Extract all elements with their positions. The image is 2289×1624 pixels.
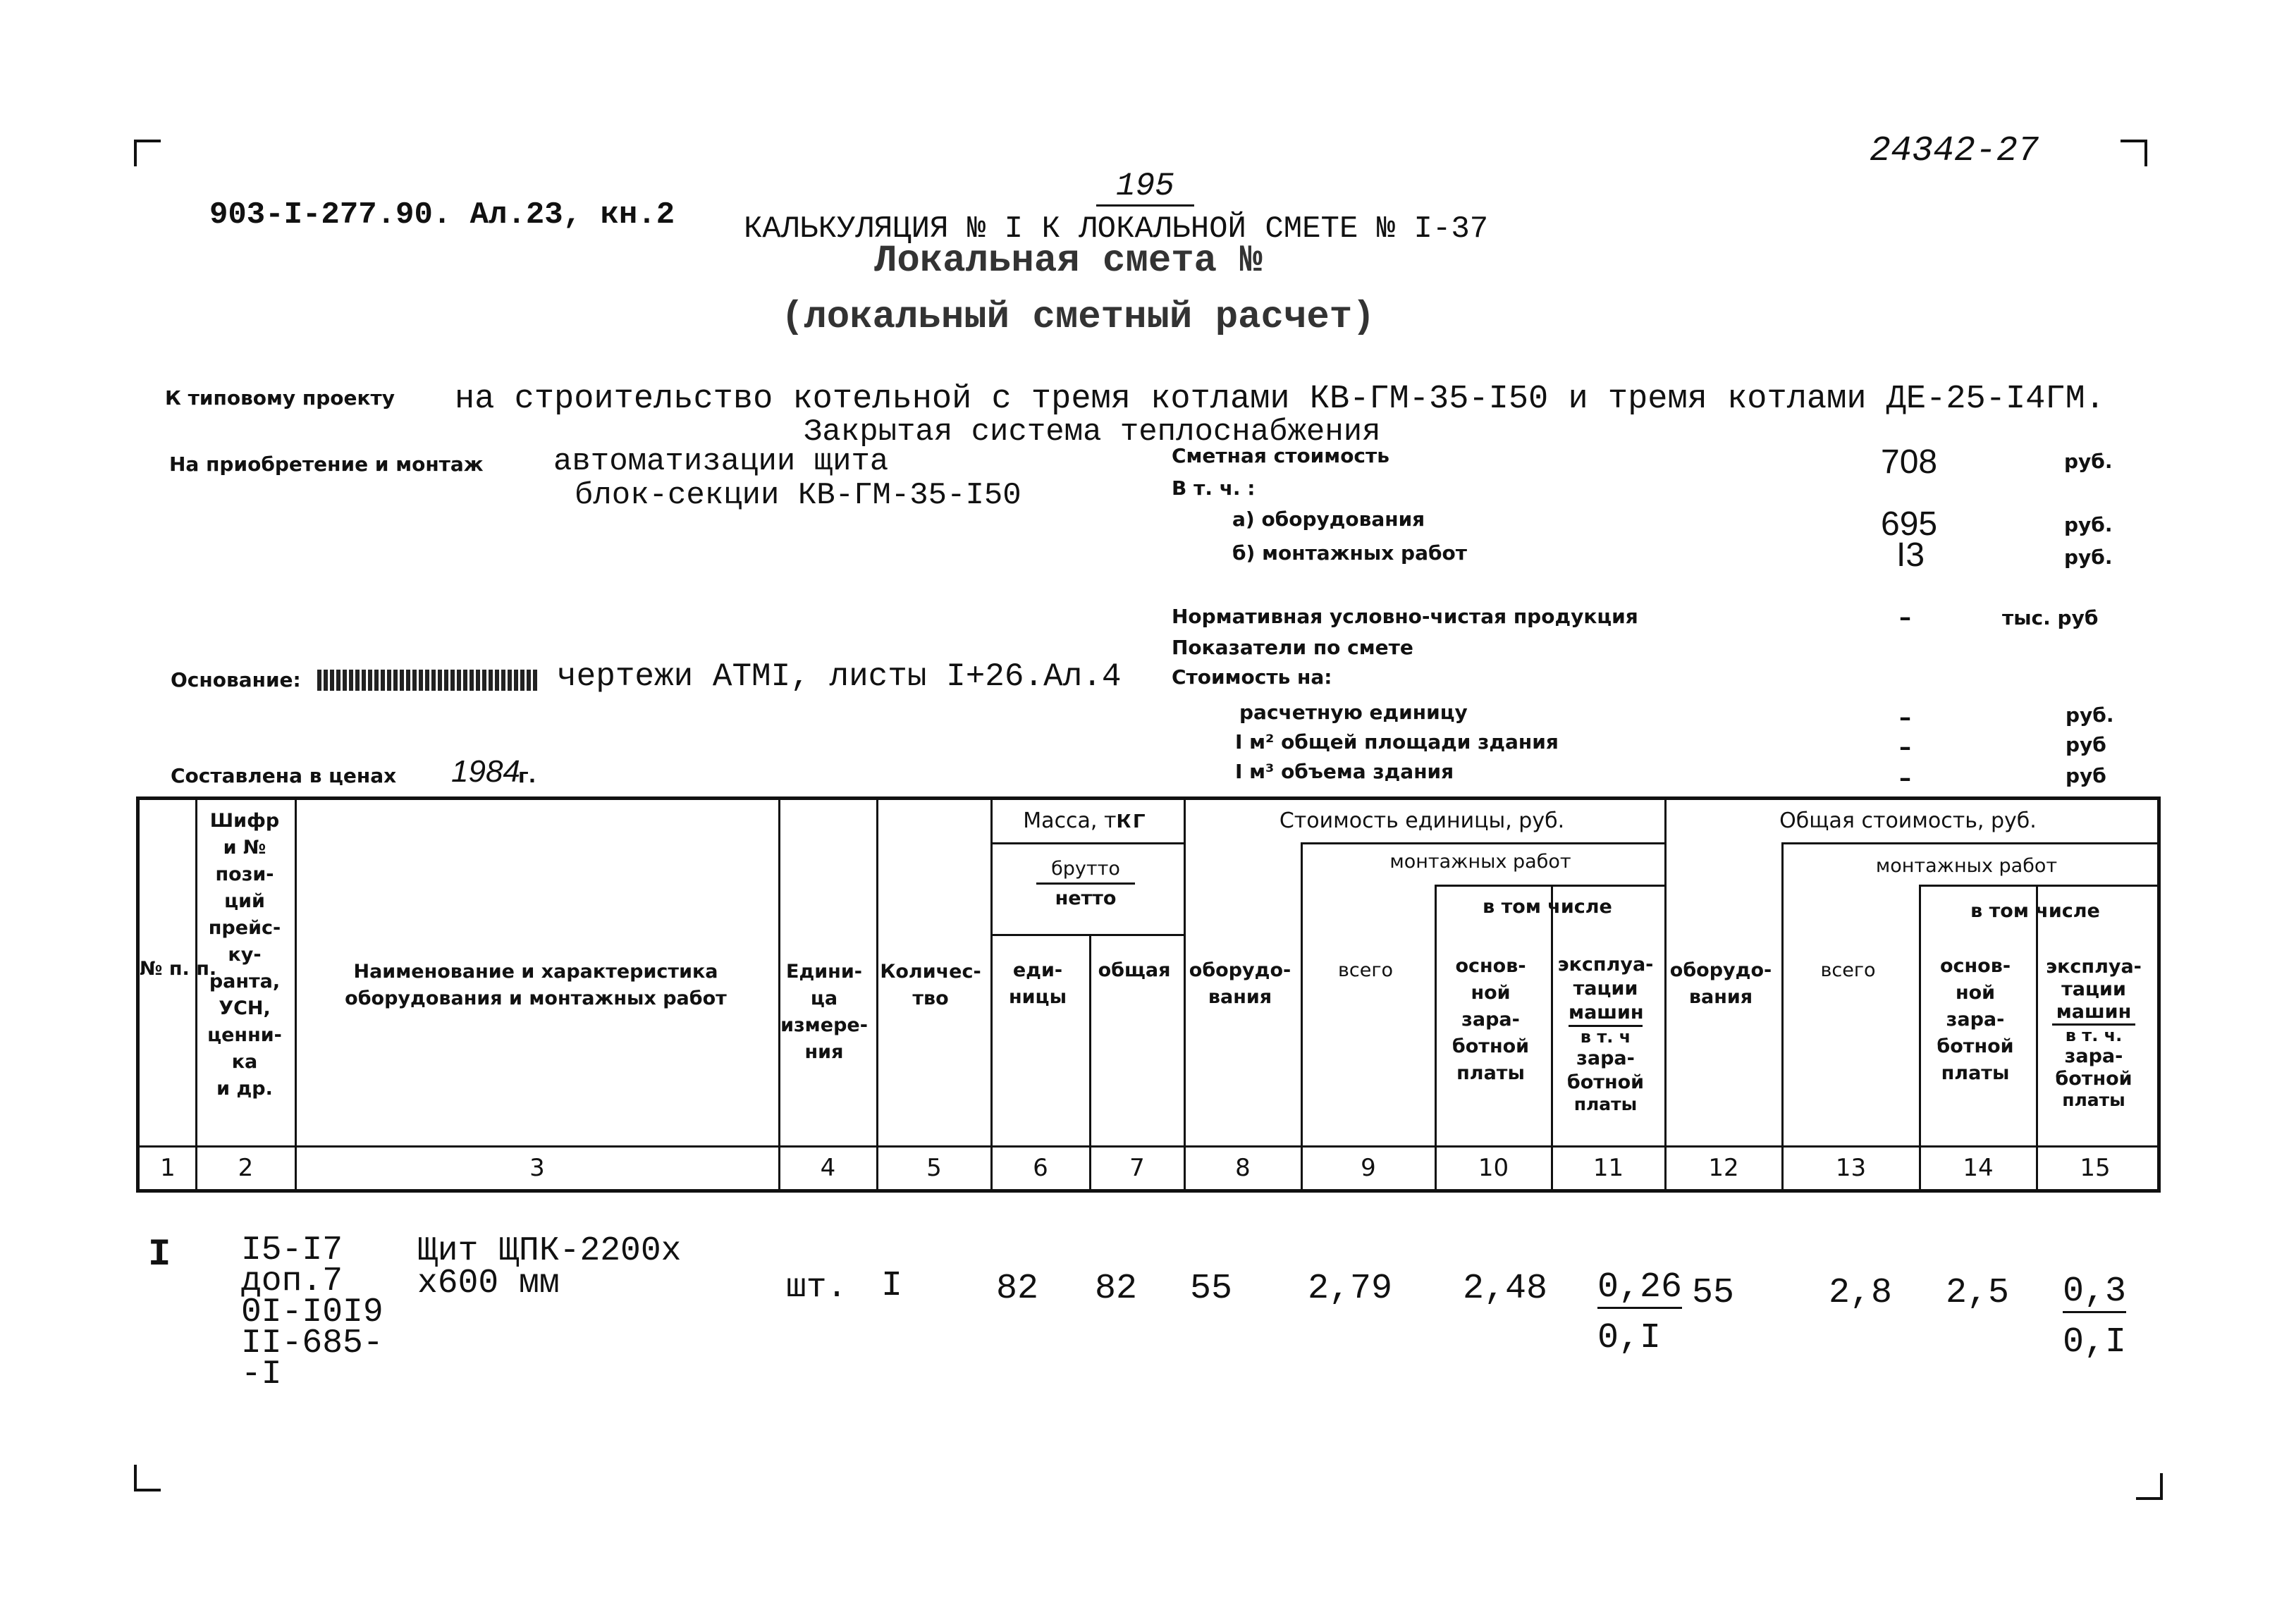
header-col2: Шифр и № пози- ций прейс- ку- ранта, УСН, ценни- ка и др. [207,810,282,1100]
per-volume-unit: руб [2066,764,2106,787]
normative-unit: тыс. руб [2002,606,2099,629]
equipment-unit: руб. [2064,513,2113,536]
header-col10: основ- ной зара- ботной платы [1452,955,1530,1084]
colnum-1: 1 [160,1154,176,1182]
header-col14: основ- ной зара- ботной платы [1937,955,2014,1084]
corner-mark-bottom-left [134,1465,161,1491]
normative-value: – [1899,603,1911,632]
header-col3: Наименование и характеристика оборудования и монтажных работ [345,961,727,1009]
header-col1: № п. п. [140,958,217,980]
purchase-value-line2: блок-секции КВ-ГМ-35-I50 [575,478,1021,513]
header-col11: эксплуа- тации машин в т. ч зара- ботной платы [1557,954,1654,1114]
equipment-label: а) оборудования [1232,508,1425,531]
header-unit-cost: Стоимость единицы, руб. [1279,808,1565,833]
row-code: I5-I7 доп.7 0I-I0I9 II-685- -I [241,1231,383,1394]
colnum-10: 10 [1478,1154,1509,1182]
cost-for-label: Стоимость на: [1172,665,1332,689]
to-project-value: на строительство котельной с тремя котлами КВ-ГМ-35-I50 и тремя котлами ДЕ-25-I4ГМ. [455,381,2105,418]
purchase-value-line1: автоматизации щита [553,444,889,479]
colnum-15: 15 [2080,1154,2111,1182]
header-col4: Едини- ца измере- ния [780,961,868,1063]
colnum-3: 3 [529,1154,545,1182]
equipment-value: 695 [1881,505,1938,543]
estimate-cost-value: 708 [1881,443,1938,481]
colnum-6: 6 [1033,1154,1048,1182]
to-project-value-line2: Закрытая система теплоснабжения [804,414,1381,450]
colnum-9: 9 [1361,1154,1376,1182]
colnum-14: 14 [1963,1154,1994,1182]
header-unit-install: монтажных работ [1389,851,1571,873]
compiled-label: Составлена в ценах [171,764,397,787]
basis-value: чертежи АТМI, листы I+26.Ал.4 [557,658,1122,695]
compiled-suffix: г. [518,764,536,787]
row-unit: шт. [786,1269,847,1307]
corner-mark-top-right [2121,140,2147,166]
header-col7: общая [1098,959,1171,981]
normative-label: Нормативная условно-чистая продукция [1172,605,1638,628]
row-machines-total: 0,3 [2063,1272,2127,1312]
header-total-cost: Общая стоимость, руб. [1779,808,2037,833]
colnum-8: 8 [1235,1154,1251,1182]
row-install-total-unit: 2,79 [1308,1269,1393,1309]
basis-struck-text [317,670,537,691]
row-number: I [148,1234,171,1277]
per-volume-label: I м³ объема здания [1235,760,1454,783]
estimate-cost-label: Сметная стоимость [1172,444,1389,467]
row-wage-total: 2,5 [1946,1273,2010,1313]
install-label: б) монтажных работ [1232,541,1467,565]
per-area-unit: руб [2066,733,2106,756]
indicators-label: Показатели по смете [1172,636,1413,659]
row-equip-total: 55 [1692,1273,1735,1313]
colnum-13: 13 [1835,1154,1867,1182]
form-title-line1: Локальная смета № [874,240,1263,283]
corner-mark-top-left [134,140,161,166]
to-project-label: К типовому проекту [165,386,395,410]
row-name: Щит ЩПК-2200х х600 мм [417,1232,682,1303]
per-area-label: I м² общей площади здания [1235,730,1559,753]
row-install-total: 2,8 [1829,1273,1893,1313]
row-machines-unit: 0,26 [1597,1267,1683,1308]
colnum-2: 2 [238,1154,254,1182]
install-value: I3 [1896,536,1925,574]
row-wage-unit: 2,48 [1463,1269,1548,1309]
archive-number: 24342-27 [1870,131,2039,171]
row-machines-wage-total: 0,I [2063,1322,2127,1362]
colnum-7: 7 [1129,1154,1145,1182]
header-col9: всего [1337,959,1394,981]
header-col12: оборудо- вания [1669,959,1772,1008]
purchase-label: На приобретение и монтаж [169,453,484,476]
colnum-12: 12 [1708,1154,1739,1182]
estimate-cost-unit: руб. [2064,450,2113,473]
header-col5: Количес- тво [880,961,981,1009]
header-unit-incl: в том числе [1483,896,1612,918]
page-number: 195 [1096,168,1194,207]
per-area-value: – [1899,733,1911,761]
colnum-11: 11 [1593,1154,1624,1182]
row-equip-unit: 55 [1190,1269,1233,1309]
colnum-5: 5 [926,1154,942,1182]
row-mass-total: 82 [1095,1269,1138,1309]
per-unit-value: – [1899,703,1911,732]
row-qty: I [881,1266,903,1306]
colnum-4: 4 [820,1154,836,1182]
row-mass-unit: 82 [996,1269,1039,1309]
basis-label: Основание: [171,668,301,691]
per-volume-value: – [1899,764,1911,792]
header-mass: Масса, ткг [1023,806,1147,835]
header-netto: нетто [1055,887,1117,909]
install-unit: руб. [2064,546,2113,569]
header-total-incl: в том числе [1970,900,2100,922]
header-col8: оборудо- вания [1189,959,1291,1008]
row-machines-wage-unit: 0,I [1597,1318,1662,1358]
header-col6: еди- ницы [1008,959,1067,1008]
calculation-title: КАЛЬКУЛЯЦИЯ № I К ЛОКАЛЬНОЙ СМЕТЕ № I-37 [744,211,1489,247]
header-total-install: монтажных работ [1875,855,2058,877]
per-unit-label: расчетную единицу [1239,701,1468,724]
header-brutto: брутто [1036,856,1135,885]
header-col15: эксплуа- тации машин в т. ч. зара- ботной платы [2046,956,2142,1110]
header-col13: всего [1820,959,1876,981]
document-reference: 903-I-277.90. Ал.23, кн.2 [209,197,675,233]
per-unit-unit: руб. [2066,703,2114,727]
corner-mark-bottom-right [2136,1473,2163,1500]
form-title-line2: (локальный сметный расчет) [781,296,1375,339]
including-label: В т. ч. : [1172,476,1256,500]
compiled-year: 1984 [451,754,520,789]
